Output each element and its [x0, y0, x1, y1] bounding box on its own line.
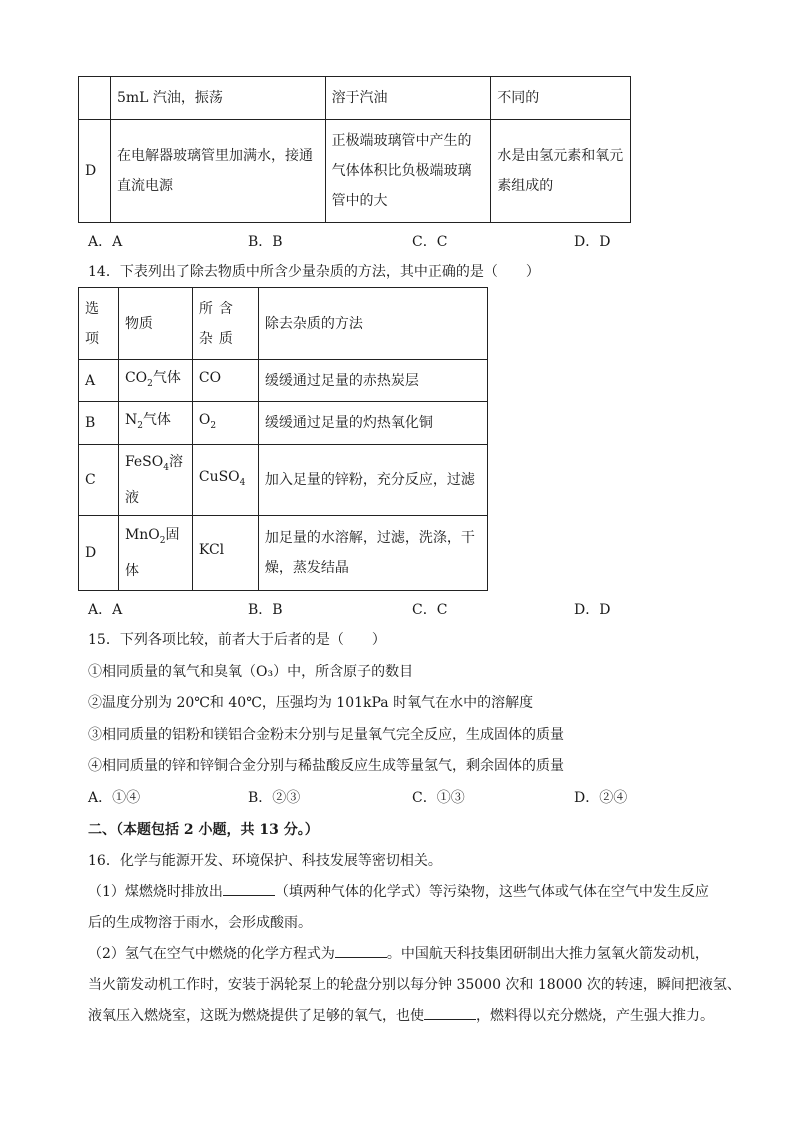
answer-blank[interactable] — [424, 1005, 476, 1020]
q16-stem: 16．化学与能源开发、环境保护、科技发展等密切相关。 — [88, 853, 442, 869]
row-substance: $CO_2$气体 — [118, 360, 192, 402]
row-impurity: CuSO$_4$ — [192, 445, 258, 516]
q16-part2-line3: 液氧压入燃烧室，这既为燃烧提供了足够的氧气，也使 ，燃料得以充分燃烧，产生强大推力。 — [88, 1005, 714, 1025]
header-impurity: 所含杂质 — [192, 288, 258, 360]
option-d[interactable]: D．D — [574, 602, 611, 618]
row-option: C — [79, 445, 119, 516]
q14-table — [78, 287, 488, 591]
row-method: 加足量的水溶解，过滤，洗涤，干燥，蒸发结晶 — [258, 516, 487, 591]
option-b[interactable]: B．B — [248, 234, 283, 250]
table-cell: 在电解器玻璃管里加满水，接通直流电源 — [110, 120, 325, 223]
q15-item-1: ①相同质量的氧气和臭氧（O₃）中，所含原子的数目 — [88, 664, 414, 680]
section-heading: 二、（本题包括 2 小题，共 13 分。） — [88, 822, 319, 838]
row-substance: $N_2$气体 — [118, 402, 192, 445]
option-a[interactable]: A．①④ — [88, 790, 141, 806]
q15-item-2: ②温度分别为 20℃和 40℃，压强均为 101kPa 时氧气在水中的溶解度 — [88, 695, 534, 711]
row-method: 加入足量的锌粉，充分反应，过滤 — [258, 445, 487, 516]
option-a[interactable]: A．A — [88, 234, 123, 250]
q15-options — [88, 787, 648, 807]
answer-blank[interactable] — [223, 881, 275, 896]
row-impurity: CO — [192, 360, 258, 402]
q14-options — [88, 599, 648, 619]
row-impurity: $O_2$ — [192, 402, 258, 445]
row-option: A — [79, 360, 119, 402]
q16-part2-line1: （2）氢气在空气中燃烧的化学方程式为 。中国航天科技集团研制出大推力氢氧火箭发动机， — [88, 943, 709, 963]
table-cell: 水是由氢元素和氧元素组成的 — [491, 120, 631, 223]
answer-blank[interactable] — [335, 943, 387, 958]
table-cell — [79, 77, 111, 120]
q13-table — [78, 76, 631, 223]
row-method: 缓缓通过足量的灼热氧化铜 — [258, 402, 487, 445]
table-cell: 溶于汽油 — [325, 77, 491, 120]
q16-part1-line1: （1）煤燃烧时排放出 （填两种气体的化学式）等污染物，这些气体或气体在空气中发生反应 — [88, 881, 709, 901]
header-option: 选项 — [79, 288, 119, 360]
option-d[interactable]: D．D — [574, 234, 611, 250]
row-method: 缓缓通过足量的赤热炭层 — [258, 360, 487, 402]
row-substance: MnO$_2$固体 — [118, 516, 192, 591]
option-b[interactable]: B．②③ — [248, 790, 301, 806]
q15-item-3: ③相同质量的铝粉和镁铝合金粉末分别与足量氧气完全反应，生成固体的质量 — [88, 727, 564, 743]
q13-options — [88, 231, 648, 251]
header-method: 除去杂质的方法 — [258, 288, 487, 360]
row-impurity: KCl — [192, 516, 258, 591]
q16-part1-line2: 后的生成物溶于雨水，会形成酸雨。 — [88, 915, 312, 931]
table-cell: 不同的 — [491, 77, 631, 120]
row-substance: FeSO$_4$溶液 — [118, 445, 192, 516]
header-substance: 物质 — [118, 288, 192, 360]
row-option: B — [79, 402, 119, 445]
row-option: D — [79, 516, 119, 591]
option-b[interactable]: B．B — [248, 602, 283, 618]
option-d[interactable]: D．②④ — [574, 790, 628, 806]
q16-part2-line2: 当火箭发动机工作时，安装于涡轮泵上的轮盘分别以每分钟 35000 次和 18000 次的转速，瞬间把液氢、 — [88, 977, 741, 993]
q15-stem: 15．下列各项比较，前者大于后者的是（ ） — [88, 632, 386, 648]
table-cell: 5mL 汽油，振荡 — [110, 77, 325, 120]
option-c[interactable]: C．C — [412, 602, 448, 618]
option-a[interactable]: A．A — [88, 602, 123, 618]
option-c[interactable]: C．C — [412, 234, 448, 250]
table-cell: D — [79, 120, 111, 223]
option-c[interactable]: C．①③ — [412, 790, 465, 806]
q14-stem: 14．下表列出了除去物质中所含少量杂质的方法，其中正确的是（ ） — [88, 264, 540, 280]
q15-item-4: ④相同质量的锌和锌铜合金分别与稀盐酸反应生成等量氢气，剩余固体的质量 — [88, 758, 564, 774]
table-cell: 正极端玻璃管中产生的气体体积比负极端玻璃管中的大 — [325, 120, 491, 223]
